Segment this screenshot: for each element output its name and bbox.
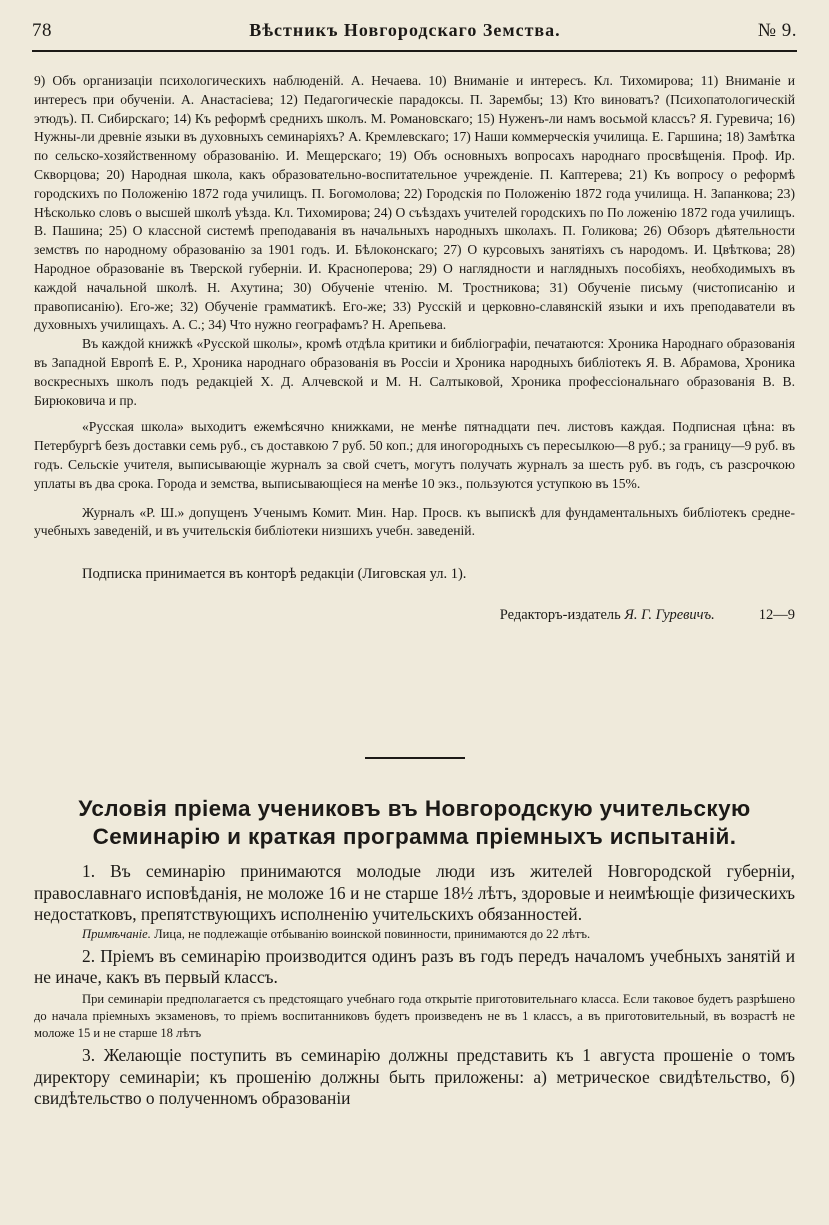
approval-paragraph: Журналъ «Р. Ш.» допущенъ Ученымъ Комит. Мин. Нар. Просв. къ выпискѣ для фундаментальныхъ библіотекъ средне-учебныхъ заведеній, и въ учительскія библіотеки низшихъ учебн. заведеній. bbox=[34, 504, 795, 539]
editor-line bbox=[34, 606, 795, 625]
running-header bbox=[32, 20, 797, 46]
page-number: 78 bbox=[32, 20, 52, 41]
subscription-paragraph: «Русская школа» выходитъ ежемѣсячно книжками, не менѣе пятнадцати печ. листовъ каждая. Подписная цѣна: въ Петербургѣ безъ доставки семь руб., съ доставкою 7 руб. 50 коп.; для иногородныхъ съ пересылкою—8 руб.; за границу—9 руб. въ годъ. Сельскіе учителя, выписывающіе журналъ за свой счетъ, могутъ получать журналъ за шесть руб. въ годъ, съ разсрочкою уплаты въ два срока. Города и земства, выписывающіеся на менѣе 10 экз., пользуются уступкою въ 15%. bbox=[34, 419, 795, 491]
advertisement-block bbox=[34, 72, 795, 625]
issue-number: № 9. bbox=[757, 20, 797, 41]
paragraph-3: 3. Желающіе поступить въ семинарію должны представить къ 1 августа прошеніе о томъ директору семинаріи; къ прошенію должны быть приложены: а) метрическое свидѣтельство, б) свидѣтельство о полученномъ образованіи bbox=[34, 1044, 795, 1109]
chronicle-paragraph: Въ каждой книжкѣ «Русской школы», кромѣ отдѣла критики и библіографіи, печатаются: Хроника Народнаго образованія въ Западной Европѣ Е. Р., Хроника народнаго образованія въ Россіи и Хроника народныхъ библіотекъ Я. В. Абрамова, Хроника воскресныхъ школъ подъ редакціей Х. Д. Алчевской и М. Н. Салтыковой, Хроника профессіональнаго образованія В. В. Бирюковича и пр. bbox=[34, 336, 795, 408]
editor-name: Я. Г. Гуревичъ. bbox=[624, 606, 715, 623]
section-title: Условія пріема учениковъ въ Новгородскую учительскую Семинарію и краткая программа пріемныхъ испытаній. bbox=[78, 796, 751, 849]
section-separator bbox=[365, 757, 465, 759]
note-1 bbox=[34, 926, 795, 943]
note-1-text: Лица, не подлежащіе отбыванію воинской повинности, принимаются до 22 лѣтъ. bbox=[154, 926, 591, 941]
editor-code: 12—9 bbox=[758, 606, 795, 623]
seminary-section bbox=[34, 795, 795, 1110]
section-body bbox=[34, 861, 795, 1110]
paragraph-2: 2. Пріемъ въ семинарію производится одинъ разъ въ годъ передъ началомъ учебныхъ занятій и не иначе, какъ въ первый классъ. bbox=[34, 945, 795, 988]
note-1-label: Примѣчаніе. bbox=[82, 926, 151, 941]
header-rule bbox=[32, 50, 797, 52]
note-2: При семинаріи предполагается съ предстоящаго учебнаго года открытіе приготовительнаго класса. Если таковое будетъ разрѣшено до начала пріемныхъ экзаменовъ, то пріемъ воспитанниковъ будетъ произведенъ не въ 1 классъ, а въ приготовительный, въ возрастѣ не моложе 15 и не старше 18 лѣтъ bbox=[34, 991, 795, 1040]
editor-label: Редакторъ-издатель bbox=[499, 606, 621, 623]
journal-title: Вѣстникъ Новгородскаго Земства. bbox=[249, 20, 561, 40]
editor-credit bbox=[500, 606, 715, 625]
office-paragraph: Подписка принимается въ конторѣ редакціи (Лиговская ул. 1). bbox=[82, 566, 467, 583]
book-list: 9) Объ организаціи психологическихъ наблюденій. А. Нечаева. 10) Вниманіе и интересъ. Кл. Тихомирова; 11) Вниманіе и интересъ при обученіи. А. Анастасіева; 12) Педагогическіе парадоксы. П. Зарембы; 13) Кто виноватъ? (Психопатологическій этюдъ). П. Сибирскаго; 14) Къ реформѣ среднихъ школъ. М. Романовскаго; 15) Нуженъ-ли намъ восьмой классъ? Я. Гуревича; 16) Нужны-ли древніе языки въ духовныхъ семинаріяхъ? А. Кремлевскаго; 17) Наши коммерческія училища. Е. Гаршина; 18) Замѣтка по сельско-хозяйственному образованію. И. Мещерскаго; 19) Объ основныхъ вопросахъ народнаго просвѣщенія. Проф. Ир. Скворцова; 20) Народная школа, какъ образовательно-воспитательное учрежденіе. П. Каптерева; 21) Къ вопросу о реформѣ городскихъ по Положенію 1872 года училищъ. П. Богомолова; 22) Городскія по Положенію 1872 года училища. Н. Запанкова; 23) Нѣсколько словъ о высшей школѣ уѣзда. Кл. Тихомирова; 24) О съѣздахъ учителей городскихъ по По ложенію 1872 года училищъ. В. Пашина; 25) О классной системѣ преподаванія въ начальныхъ народныхъ школахъ. П. Голикова; 26) Обзоръ дѣятельности земствъ по народному образованію за 1901 годъ. И. Бѣлоконскаго; 27) О курсовыхъ занятіяхъ съ народомъ. И. Цвѣткова; 28) Народное образованіе въ Тверской губерніи. И. Красноперова; 29) О наглядности и наглядныхъ пособіяхъ, необходимыхъ въ каждой начальной школѣ. Н. Ахутина; 30) Обученіе чтенію. М. Тростникова; 31) Обученіе письму (чистописанію и правописанію). Его-же; 32) Обученіе грамматикѣ. Его-же; 33) Русскій и церковно-славянскій языки и ихъ преподаватели въ духовныхъ училищахъ. А. С.; 34) Что нужно географамъ? Н. Арепьева. bbox=[34, 73, 795, 333]
paragraph-1: 1. Въ семинарію принимаются молодые люди изъ жителей Новгородской губерніи, православнаго исповѣданія, не моложе 16 и не старше 18½ лѣтъ, здоровые и неимѣющіе физическихъ недостатковъ, препятствующихъ исполненію учительскихъ обязанностей. bbox=[34, 861, 795, 925]
